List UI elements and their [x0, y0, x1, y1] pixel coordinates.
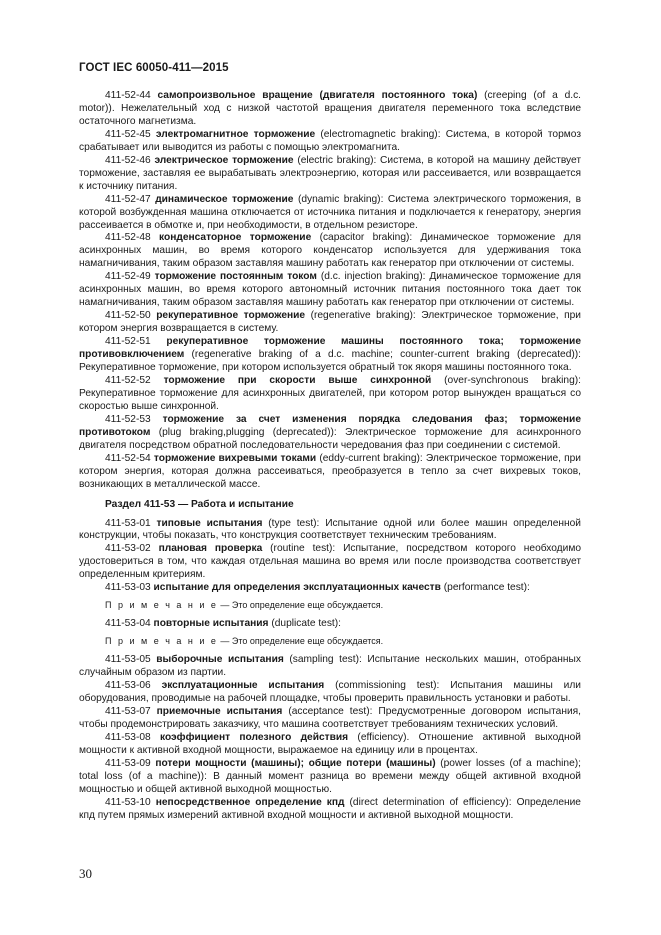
term-entry: 411-53-07 приемочные испытания (acceptance test): Предусмотренные договором испытания, чтобы продемонстрировать заказчику, что машина соответствует требованиям технических условий.	[79, 705, 581, 730]
term-entry: 411-52-45 электромагнитное торможение (electromagnetic braking): Система, в которой тормоз срабатывает или выводится из работы с помощью электромагнита.	[79, 128, 581, 153]
term-entry: 411-53-03 испытание для определения эксплуатационных качеств (performance test):	[105, 582, 530, 594]
term-entry: 411-52-51 рекуперативное торможение машины постоянного тока; торможение противовключением (regenerative braking of a d.c. machine; counter-current braking (deprecated)): Рекуперативное торможение, при котором используется обратный ток якоря машины постоянного тока.	[79, 336, 581, 374]
term-entry: 411-52-53 торможение за счет изменения порядка следования фаз; торможение противотоком (plug braking,plugging (deprecated)): Электрическое торможение для асинхронного двигателя посредством обратной последовательности чередования фаз при соединении с системой.	[79, 413, 581, 451]
term-entry: 411-52-47 динамическое торможение (dynamic braking): Система электрического торможения, в которой возбужденная машина отключается от источника питания и подключается к генератору, энергия рассеивается в обмотке и, при необходимости, в отдельном резисторе.	[79, 193, 581, 231]
term-entry: 411-53-10 непосредственное определение кпд (direct determination of efficiency): Определение кпд путем прямых измерений активной входной мощности и активной выходной мощности.	[79, 796, 581, 821]
term-entry: 411-53-08 коэффициент полезного действия (efficiency). Отношение активной выходной мощности к активной входной мощности, выражаемое на единицу или в процентах.	[79, 731, 581, 756]
entries-group-53	[79, 518, 581, 823]
entries-group-52	[79, 90, 581, 492]
document-body	[79, 90, 581, 822]
page-number: 30	[79, 866, 92, 881]
document-header: ГОСТ IEC 60050-411—2015	[79, 62, 229, 74]
note: П р и м е ч а н и е — Это определение еще обсуждается.	[105, 636, 384, 647]
term-entry: 411-52-46 электрическое торможение (electric braking): Система, в которой на машину действует торможение, заставляя ее вырабатывать электроэнергию, которая или рассеивается, или возвращается к источнику питания.	[79, 154, 581, 192]
term-entry: 411-53-06 эксплуатационные испытания (commissioning test): Испытания машины или оборудования, проводимые на рабочей площадке, чтобы проверить правильность установки и работы.	[79, 679, 581, 704]
term-entry: 411-52-44 самопроизвольное вращение (двигателя постоянного тока) (creeping (of a d.c. motor)). Нежелательный ход с низкой частотой вращения двигателя переменного тока вследствие остаточного магнетизма.	[79, 90, 581, 127]
term-entry: 411-52-49 торможение постоянным током (d.c. injection braking): Динамическое торможение для асинхронных машин, во время которого автономный источник питания постоянного тока дает ток намагничивания, таким образом заставляя машину работать как генератор при отключении от системы.	[79, 271, 581, 309]
section-heading: Раздел 411-53 — Работа и испытание	[105, 498, 294, 510]
term-entry: 411-53-02 плановая проверка (routine test): Испытание, посредством которого необходимо удостовериться в том, что каждая отдельная машина во время или после производства соответствует определенным критериям.	[79, 543, 581, 581]
term-entry: 411-52-52 торможение при скорости выше синхронной (over-synchronous braking): Рекуперативное торможение для асинхронных двигателей, при котором ротор вынужден вращаться со скоростью выше синхронной.	[79, 374, 581, 412]
term-entry: 411-53-04 повторные испытания (duplicate test):	[105, 618, 341, 630]
term-entry: 411-53-09 потери мощности (машины); общие потери (машины) (power losses (of a machine); total loss (of a machine)): В данный момент разница во времени между общей активной входной мощностью и общей активной выходной мощностью.	[79, 757, 581, 795]
term-entry: 411-53-05 выборочные испытания (sampling test): Испытание нескольких машин, отобранных случайным образом из партии.	[79, 654, 581, 679]
term-entry: 411-52-48 конденсаторное торможение (capacitor braking): Динамическое торможение для асинхронных машин, во время которого конденсатор используется для удерживания тока намагничивания, таким образом заставляя машину работать как генератор при отключении от системы.	[79, 232, 581, 270]
term-entry: 411-52-54 торможение вихревыми токами (eddy-current braking): Электрическое торможение, при котором энергия, которая должна рассеиваться, преобразуется в тепло за счет вихревых токов, возникающих в металлической массе.	[79, 452, 581, 490]
term-entry: 411-53-01 типовые испытания (type test): Испытание одной или более машин определенной конструкции, чтобы показать, что конструкция соответствует техническим требованиям.	[79, 517, 581, 542]
note: П р и м е ч а н и е — Это определение еще обсуждается.	[105, 600, 384, 611]
term-entry: 411-52-50 рекуперативное торможение (regenerative braking): Электрическое торможение, при котором энергия возвращается в систему.	[79, 310, 581, 335]
